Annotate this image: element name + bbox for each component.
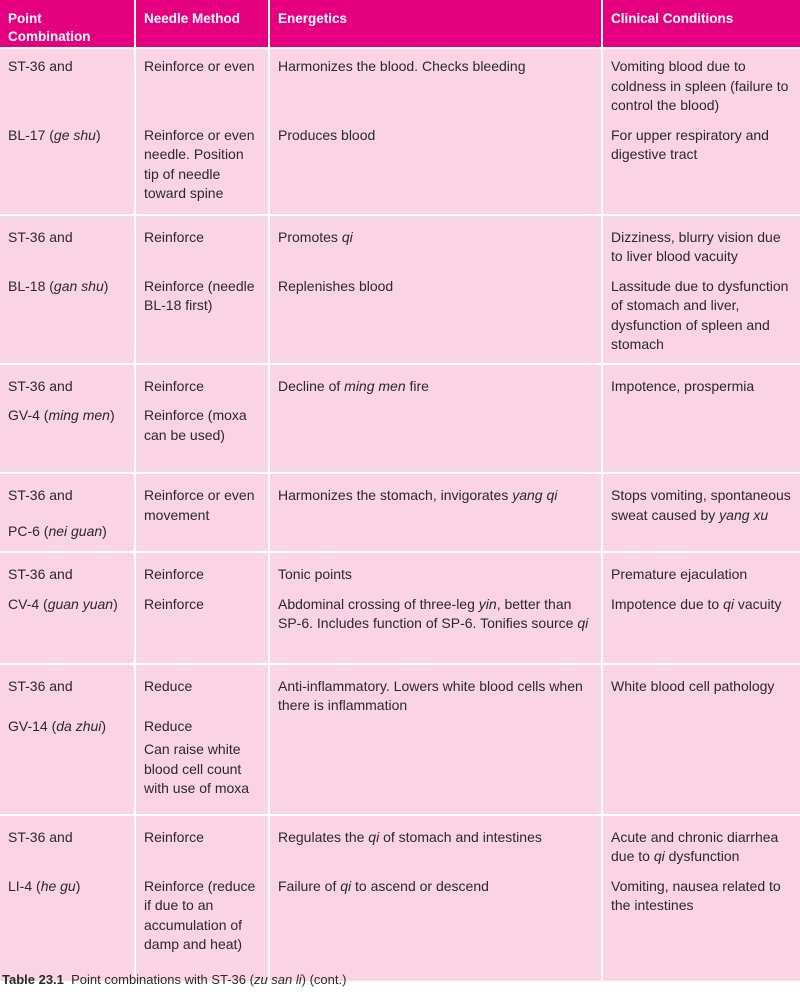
needle-cell: Reinforce (moxa can be used)	[134, 402, 268, 472]
header-needle-method: Needle Method	[134, 0, 268, 47]
table-row	[0, 873, 800, 981]
energetics-cell: Failure of qi to ascend or descend	[268, 873, 601, 981]
table-row	[0, 472, 800, 518]
clinical-cell: Acute and chronic diarrhea due to qi dysfunction	[601, 814, 800, 873]
energetics-cell: Harmonizes the blood. Checks bleeding	[268, 47, 601, 122]
needle-cell: Reinforce	[134, 363, 268, 403]
clinical-cell: Impotence, prospermia	[601, 363, 800, 473]
point-cell: ST-36 and	[0, 663, 134, 713]
needle-cell: Reinforce	[134, 214, 268, 273]
needle-cell: Reinforce or even needle. Position tip of needle toward spine	[134, 122, 268, 214]
table-row	[0, 591, 800, 663]
needle-cell: Reinforce (needle BL-18 first)	[134, 273, 268, 363]
header-energetics: Energetics	[268, 0, 601, 47]
energetics-cell: Regulates the qi of stomach and intestines	[268, 814, 601, 873]
point-cell: GV-14 (da zhui)	[0, 713, 134, 814]
needle-note: Can raise white blood cell count with use of moxa	[144, 741, 250, 796]
needle-cell: Reduce	[134, 663, 268, 713]
table-caption: Table 23.1 Point combinations with ST-36 (zu san li) (cont.)	[2, 972, 347, 987]
point-cell: PC-6 (nei guan)	[0, 518, 134, 551]
clinical-cell: Impotence due to qi vacuity	[601, 591, 800, 663]
header-point-combination: Point Combination	[0, 0, 134, 47]
clinical-cell: Vomiting, nausea related to the intestines	[601, 873, 800, 981]
needle-cell: Reinforce or even movement	[134, 472, 268, 551]
energetics-cell: Promotes qi	[268, 214, 601, 273]
clinical-cell: White blood cell pathology	[601, 663, 800, 814]
point-cell: LI-4 (he gu)	[0, 873, 134, 981]
energetics-cell: Abdominal crossing of three-leg yin, better than SP-6. Includes function of SP-6. Tonifies source qi	[268, 591, 601, 663]
needle-line: Reduce	[144, 717, 193, 734]
table-row	[0, 814, 800, 873]
table-row	[0, 47, 800, 122]
clinical-cell: For upper respiratory and digestive tract	[601, 122, 800, 214]
energetics-cell: Decline of ming men fire	[268, 363, 601, 473]
needle-cell	[134, 713, 268, 814]
needle-cell: Reinforce	[134, 591, 268, 663]
point-cell: ST-36 and	[0, 472, 134, 518]
header-row	[0, 0, 800, 47]
point-cell: GV-4 (ming men)	[0, 402, 134, 472]
energetics-cell: Produces blood	[268, 122, 601, 214]
point-cell: CV-4 (guan yuan)	[0, 591, 134, 663]
header-clinical-conditions: Clinical Conditions	[601, 0, 800, 47]
point-cell: ST-36 and	[0, 363, 134, 403]
clinical-cell: Lassitude due to dysfunction of stomach and liver, dysfunction of spleen and stomach	[601, 273, 800, 363]
clinical-cell: Stops vomiting, spontaneous sweat caused by yang xu	[601, 472, 800, 551]
table-row	[0, 663, 800, 713]
point-cell: BL-18 (gan shu)	[0, 273, 134, 363]
energetics-cell: Tonic points	[268, 551, 601, 591]
clinical-cell: Dizziness, blurry vision due to liver blood vacuity	[601, 214, 800, 273]
point-cell: ST-36 and	[0, 214, 134, 273]
table-row	[0, 273, 800, 363]
table-row	[0, 551, 800, 591]
table-row	[0, 214, 800, 273]
table-row	[0, 122, 800, 214]
point-cell: BL-17 (ge shu)	[0, 122, 134, 214]
energetics-cell: Harmonizes the stomach, invigorates yang qi	[268, 472, 601, 551]
point-cell: ST-36 and	[0, 47, 134, 122]
energetics-cell: Replenishes blood	[268, 273, 601, 363]
caption-label: Table 23.1	[2, 972, 64, 987]
point-cell: ST-36 and	[0, 814, 134, 873]
needle-cell: Reinforce	[134, 551, 268, 591]
point-cell: ST-36 and	[0, 551, 134, 591]
energetics-cell: Anti-inflammatory. Lowers white blood cells when there is inflammation	[268, 663, 601, 814]
needle-cell: Reinforce	[134, 814, 268, 873]
clinical-cell: Vomiting blood due to coldness in spleen (failure to control the blood)	[601, 47, 800, 122]
clinical-cell: Premature ejaculation	[601, 551, 800, 591]
needle-cell: Reinforce (reduce if due to an accumulation of damp and heat)	[134, 873, 268, 981]
needle-cell: Reinforce or even	[134, 47, 268, 122]
table-row	[0, 363, 800, 403]
